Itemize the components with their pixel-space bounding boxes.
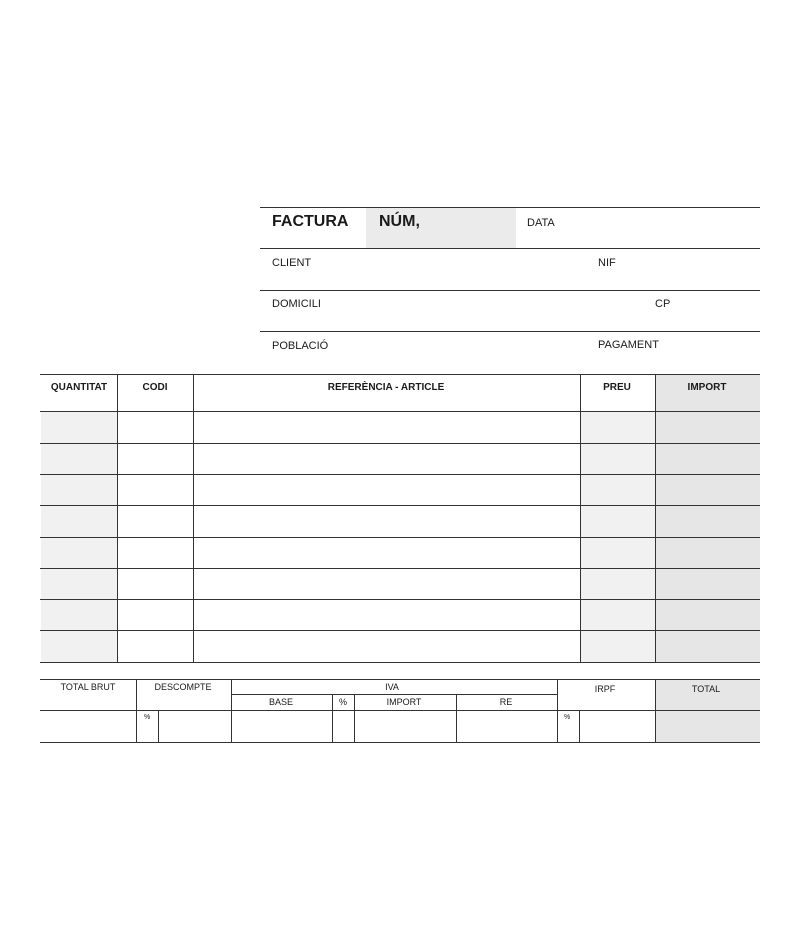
discount-percent-label: % [144, 714, 151, 721]
totals-divider [456, 695, 457, 742]
totals-divider [579, 711, 580, 742]
totals-mid-rule [40, 710, 760, 711]
items-col-divider [655, 375, 656, 662]
items-bottom-rule [40, 662, 760, 663]
items-row-rule [40, 474, 760, 475]
totals-divider [231, 680, 232, 742]
items-row-rule [40, 537, 760, 538]
items-row-rule [40, 630, 760, 631]
column-header-code: CODI [142, 382, 168, 393]
totals-divider [557, 680, 558, 742]
header-rule-2 [260, 290, 760, 291]
totals-divider [354, 695, 355, 742]
irpf-label: IRPF [594, 684, 616, 694]
items-col-divider [193, 375, 194, 662]
iva-re-label: RE [499, 697, 513, 707]
nif-label: NIF [598, 257, 616, 269]
postcode-label: CP [655, 298, 671, 310]
date-label: DATA [527, 217, 555, 229]
town-label: POBLACIÓ [272, 340, 329, 352]
items-col-divider [580, 375, 581, 662]
items-top-rule [40, 374, 760, 375]
totals-divider [655, 680, 656, 742]
discount-label: DESCOMPTE [154, 682, 212, 692]
iva-sub-rule [231, 694, 557, 695]
header-rule-3 [260, 331, 760, 332]
total-label: TOTAL [691, 684, 721, 694]
items-row-rule [40, 443, 760, 444]
import-column-shade [656, 375, 760, 662]
totals-divider [136, 680, 137, 742]
column-header-quantity: QUANTITAT [50, 382, 108, 393]
total-brut-label: TOTAL BRUT [60, 682, 116, 692]
column-header-price: PREU [603, 382, 631, 393]
header-top-rule [260, 207, 760, 208]
address-label: DOMICILI [272, 298, 321, 310]
totals-divider [332, 695, 333, 742]
header-rule-1 [260, 248, 760, 249]
client-label: CLIENT [272, 257, 312, 269]
invoice-number-label: NÚM, [379, 213, 420, 230]
totals-top-rule [40, 679, 760, 680]
iva-import-label: IMPORT [386, 697, 422, 707]
column-header-import: IMPORT [687, 382, 727, 393]
totals-bottom-rule [40, 742, 760, 743]
totals-divider [158, 711, 159, 742]
items-header-rule [40, 411, 760, 412]
iva-base-label: BASE [268, 697, 294, 707]
column-header-reference: REFERÈNCIA - ARTICLE [327, 382, 445, 393]
payment-label: PAGAMENT [598, 339, 659, 351]
invoice-title: FACTURA [272, 213, 349, 230]
irpf-percent-label: % [564, 714, 571, 721]
iva-percent-label: % [338, 697, 348, 707]
items-row-rule [40, 505, 760, 506]
items-row-rule [40, 599, 760, 600]
iva-label: IVA [385, 682, 399, 692]
items-row-rule [40, 568, 760, 569]
items-col-divider [117, 375, 118, 662]
